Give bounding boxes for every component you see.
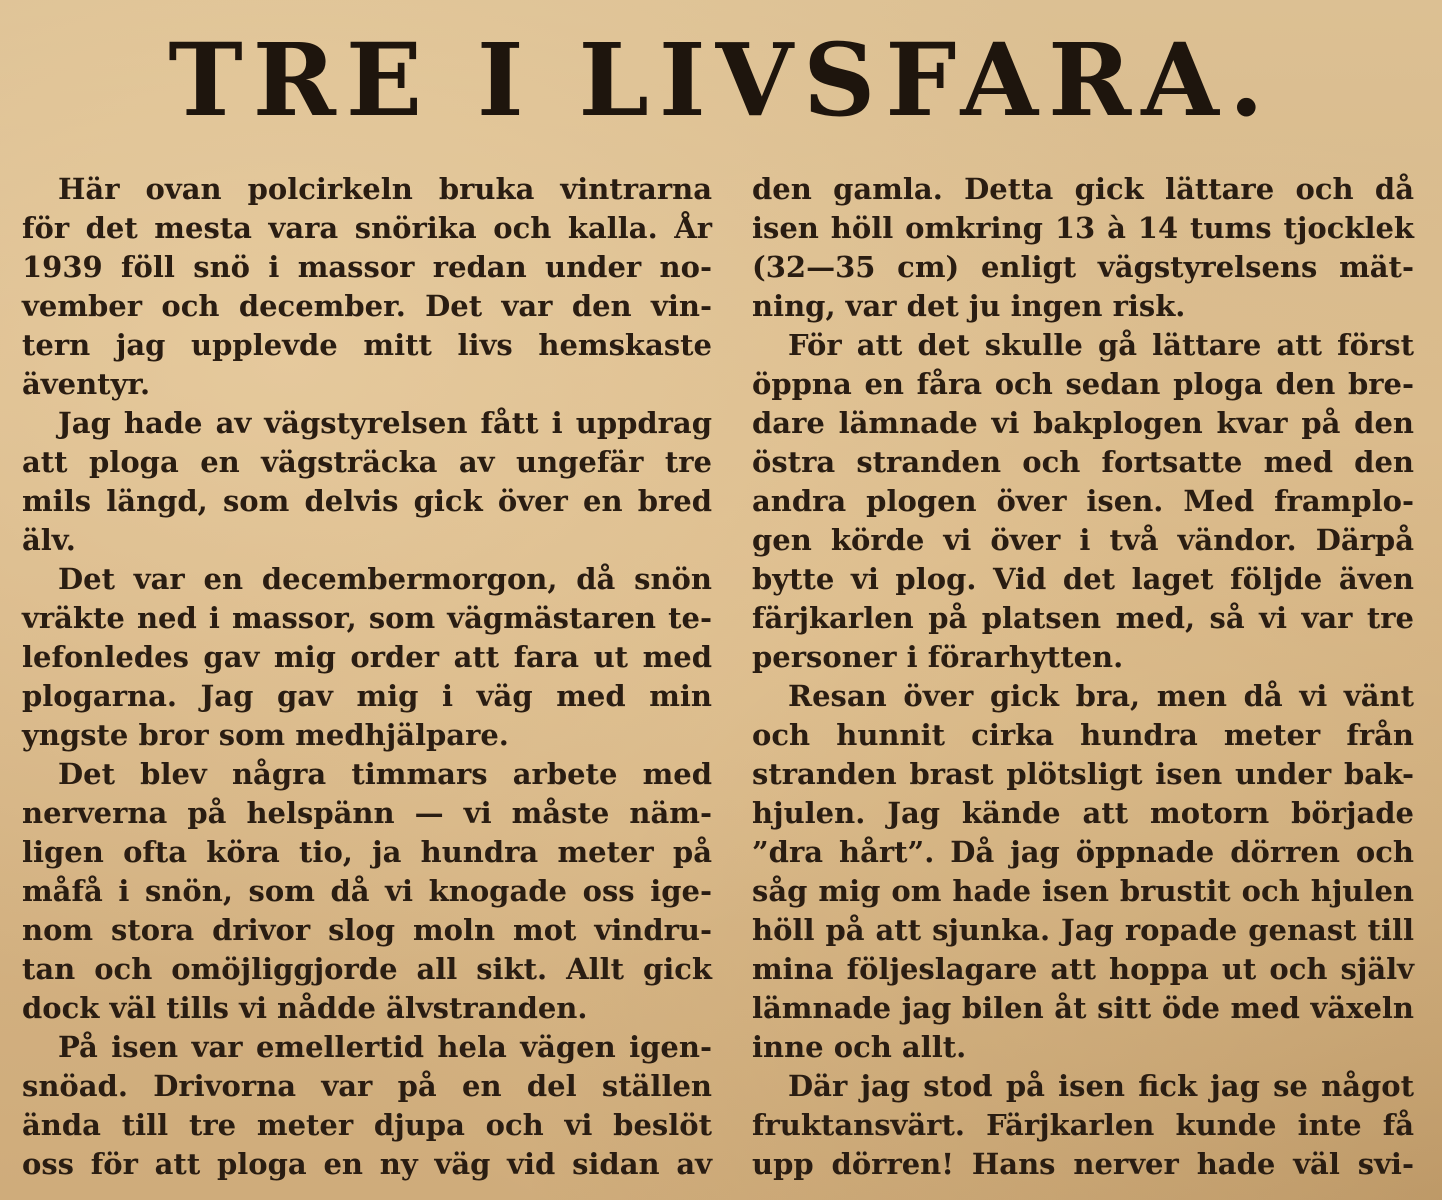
text-line: dock väl tills vi nådde älvstranden. bbox=[22, 991, 588, 1025]
text-line: oss för att ploga en ny väg vid sidan av bbox=[22, 1147, 712, 1181]
text-line: stranden brast plötsligt isen under bak- bbox=[752, 757, 1414, 791]
text-line: På isen var emellertid hela vägen igen- bbox=[58, 1030, 712, 1064]
text-line: Resan över gick bra, men då vi vänt bbox=[788, 679, 1414, 713]
text-line: älv. bbox=[22, 523, 76, 557]
text-line: Det blev några timmars arbete med bbox=[58, 757, 712, 791]
text-line: och hunnit cirka hundra meter från bbox=[752, 718, 1414, 752]
text-line: andra plogen över isen. Med framplo- bbox=[752, 484, 1414, 518]
headline: TRE I LIVSFARA. bbox=[168, 21, 1274, 139]
text-line: hjulen. Jag kände att motorn började bbox=[752, 796, 1414, 830]
text-line: personer i förarhytten. bbox=[752, 640, 1124, 674]
text-line: höll på att sjunka. Jag ropade genast till bbox=[752, 913, 1414, 947]
text-line: ligen ofta köra tio, ja hundra meter på bbox=[22, 835, 712, 869]
text-line: öppna en fåra och sedan ploga den bre- bbox=[752, 367, 1414, 401]
text-line: ända till tre meter djupa och vi beslöt bbox=[22, 1108, 712, 1142]
text-line: Jag hade av vägstyrelsen fått i uppdrag bbox=[58, 406, 712, 440]
text-line: 1939 föll snö i massor redan under no- bbox=[22, 250, 712, 284]
text-line: mils längd, som delvis gick över en bred bbox=[22, 484, 712, 518]
text-line: yngste bror som medhjälpare. bbox=[22, 718, 509, 752]
text-line: nom stora drivor slog moln mot vindru- bbox=[22, 913, 712, 947]
text-line: lefonledes gav mig order att fara ut med bbox=[22, 640, 712, 674]
text-line: tern jag upplevde mitt livs hemskaste bbox=[22, 328, 712, 362]
text-line: vräkte ned i massor, som vägmästaren te- bbox=[22, 601, 712, 635]
text-line: fruktansvärt. Färjkarlen kunde inte få bbox=[752, 1108, 1414, 1142]
text-line: plogarna. Jag gav mig i väg med min bbox=[22, 679, 712, 713]
text-line: Här ovan polcirkeln bruka vintrarna bbox=[58, 172, 712, 206]
text-line: ning, var det ju ingen risk. bbox=[752, 289, 1186, 323]
text-line: färjkarlen på platsen med, så vi var tre bbox=[752, 601, 1414, 635]
text-line: (32—35 cm) enligt vägstyrelsens mät- bbox=[752, 250, 1414, 284]
text-line: För att det skulle gå lättare att först bbox=[788, 328, 1414, 362]
text-line: östra stranden och fortsatte med den bbox=[752, 445, 1414, 479]
text-line: mina följeslagare att hoppa ut och själv bbox=[752, 952, 1414, 986]
text-line: den gamla. Detta gick lättare och då bbox=[752, 172, 1414, 206]
text-line: nerverna på helspänn — vi måste näm- bbox=[22, 796, 712, 830]
right-column bbox=[752, 170, 1414, 1184]
text-line: för det mesta vara snörika och kalla. År bbox=[22, 211, 712, 245]
text-line: måfå i snön, som då vi knogade oss ige- bbox=[22, 874, 712, 908]
text-line: tan och omöjliggjorde all sikt. Allt gick bbox=[22, 952, 712, 986]
text-line: bytte vi plog. Vid det laget följde även bbox=[752, 562, 1414, 596]
text-line: vember och december. Det var den vin- bbox=[22, 289, 712, 323]
text-line: snöad. Drivorna var på en del ställen bbox=[22, 1069, 712, 1103]
text-line: isen höll omkring 13 à 14 tums tjocklek bbox=[752, 211, 1414, 245]
text-line: Där jag stod på isen fick jag se något bbox=[788, 1069, 1414, 1103]
text-line: dare lämnade vi bakplogen kvar på den bbox=[752, 406, 1414, 440]
text-line: äventyr. bbox=[22, 367, 151, 401]
text-line: Det var en decembermorgon, då snön bbox=[58, 562, 712, 596]
text-line: såg mig om hade isen brustit och hjulen bbox=[752, 874, 1414, 908]
text-line: upp dörren! Hans nerver hade väl svi- bbox=[752, 1147, 1414, 1181]
text-line: gen körde vi över i två vändor. Därpå bbox=[752, 523, 1414, 557]
text-line: ”dra hårt”. Då jag öppnade dörren och bbox=[752, 835, 1414, 869]
left-column bbox=[22, 170, 712, 1184]
text-line: att ploga en vägsträcka av ungefär tre bbox=[22, 445, 712, 479]
text-line: lämnade jag bilen åt sitt öde med växeln bbox=[752, 991, 1414, 1025]
text-line: inne och allt. bbox=[752, 1030, 967, 1064]
